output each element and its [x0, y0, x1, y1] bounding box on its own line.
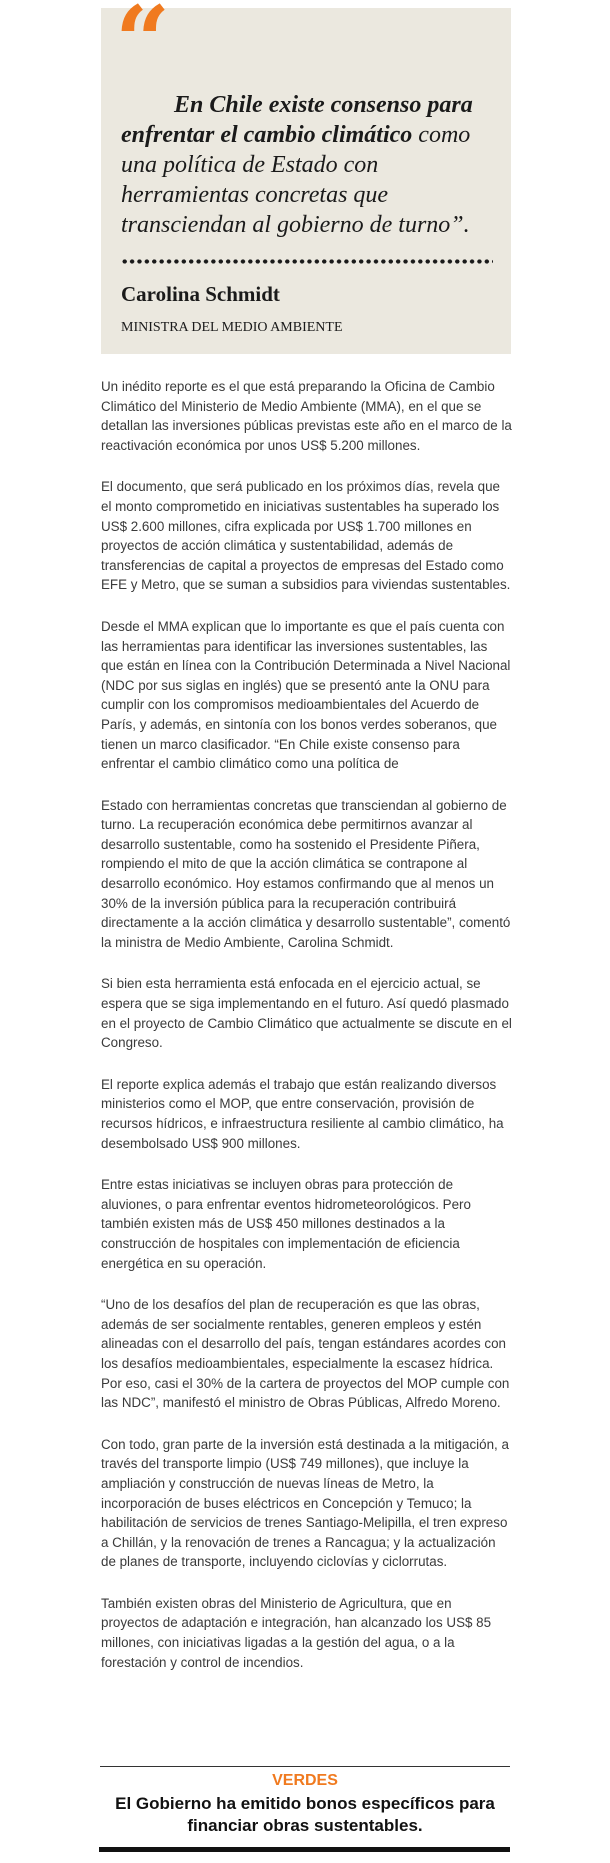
- article-paragraph: El reporte explica además el trabajo que están realizando diversos ministerios como el MOP, que entre conservación, provisión de recursos hídricos, e infraestructura resiliente al cambio climático, ha desembolsado US$ 900 millones.: [101, 1076, 504, 1151]
- callout-headline: El Gobierno ha emitido bonos específicos para financiar obras sustentables.: [115, 1794, 495, 1835]
- article-paragraph: “Uno de los desafíos del plan de recuperación es que las obras, además de ser socialmente rentables, generen empleos y estén alineadas con el desarrollo del país, tengan estándares acordes con los desafíos medioambientales, especialmente la escasez hídrica. Por eso, casi el 30% de la cartera de proyectos del MOP cumple con las NDC”, manifestó el ministro de Obras Públicas, Alfredo Moreno.: [101, 1297, 510, 1411]
- article-paragraph: Con todo, gran parte de la inversión está destinada a la mitigación, a través del transporte limpio (US$ 749 millones), que incluye la ampliación y construcción de nuevas líneas de Metro, la incorporación de buses eléctricos en Concepción y Temuco; la habilitación de servicios de trenes Santiago-Melipilla, el tren expreso a Chillán, y la renovación de trenes a Rancagua; y la actualización de planes de transporte, incluyendo ciclovías y ciclorrutas.: [101, 1436, 509, 1570]
- pull-quote-box: [101, 0, 511, 354]
- article-paragraph: Entre estas iniciativas se incluyen obras para protección de aluviones, o para enfrentar eventos hidrometeorológicos. Pero también existen más de US$ 450 millones destinados a la construcción de hospitales con implementación de eficiencia energética en su operación.: [101, 1177, 471, 1271]
- article-paragraph: Desde el MMA explican que lo importante es que el país cuenta con las herramientas para identificar las inversiones sustentables, las que están en línea con la Contribución Determinada a Nivel Nacional (NDC por sus siglas en inglés) que se presentó ante la ONU para cumplir con los compromisos medioambientales del Acuerdo de París, y además, en sintonía con los bonos verdes soberanos, que tienen un marco clasificador. “En Chile existe consenso para enfrentar el cambio climático como una política de: [101, 618, 511, 772]
- callout-section-label: VERDES: [272, 1772, 338, 1789]
- article-paragraph: También existen obras del Ministerio de Agricultura, que en proyectos de adaptación e integración, han alcanzado los US$ 85 millones, con iniciativas ligadas a la gestión del agua, o a la forestación y control de incendios.: [101, 1595, 492, 1670]
- pull-quote-text: [121, 90, 493, 240]
- quote-author: Carolina Schmidt: [121, 282, 280, 306]
- quote-mark-icon: “: [115, 0, 171, 98]
- callout-top-rule: [100, 1766, 510, 1767]
- callout-bottom-rule: [99, 1847, 510, 1852]
- pull-quote-rest: como una política de Estado con herramientas concretas que transciendan al gobierno de turno”.: [121, 122, 471, 238]
- dotted-divider: [121, 258, 493, 265]
- article-paragraph: Un inédito reporte es el que está preparando la Oficina de Cambio Climático del Ministerio de Medio Ambiente (MMA), en el que se detallan las inversiones públicas previstas este año en el marco de la reactivación económica por unos US$ 5.200 millones.: [101, 379, 512, 453]
- quote-author-role: MINISTRA DEL MEDIO AMBIENTE: [121, 320, 343, 335]
- article-paragraph: Si bien esta herramienta está enfocada en el ejercicio actual, se espera que se siga implementando en el futuro. Así quedó plasmado en el proyecto de Cambio Climático que actualmente se discute en el Congreso.: [101, 976, 512, 1051]
- article-paragraph: Estado con herramientas concretas que transciendan al gobierno de turno. La recuperación económica debe permitirnos avanzar al desarrollo sustentable, como ha sostenido el Presidente Piñera, rompiendo el mito de que la acción climática se contrapone al desarrollo económico. Hoy estamos confirmando que al menos un 30% de la inversión pública para la recuperación contribuirá directamente a la acción climática y desarrollo sustentable”, comentó la ministra de Medio Ambiente, Carolina Schmidt.: [101, 797, 511, 950]
- article-body: [101, 377, 513, 1694]
- article-paragraph: El documento, que será publicado en los próximos días, revela que el monto comprometido en iniciativas sustentables ha superado los US$ 2.600 millones, cifra explicada por US$ 1.700 millones en proyectos de acción climática y sustentabilidad, además de transferencias de capital a proyectos de empresas del Estado como EFE y Metro, que se suman a subsidios para viviendas sustentables.: [101, 479, 511, 593]
- pull-quote-bold: En Chile existe consenso para enfrentar el cambio climático: [121, 92, 473, 148]
